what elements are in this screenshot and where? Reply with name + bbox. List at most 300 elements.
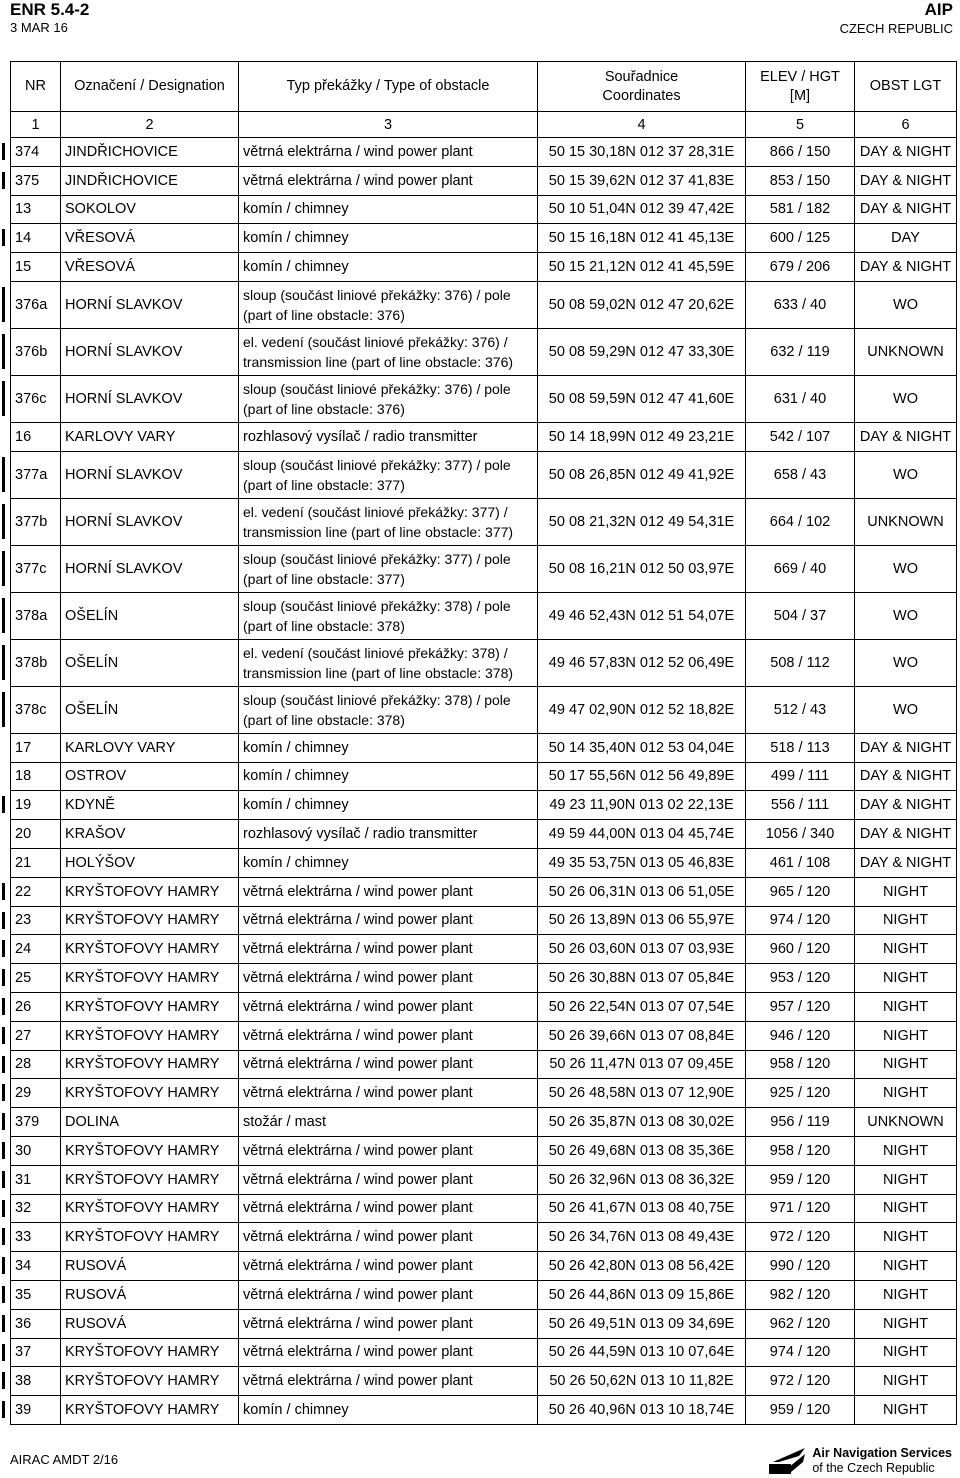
obstacle-designation: KRYŠTOFOVY HAMRY [61, 1079, 239, 1108]
amendment-bar [2, 883, 5, 900]
table-row [11, 375, 957, 422]
amendment-bar [2, 912, 5, 929]
obstacle-designation: KRYŠTOFOVY HAMRY [61, 964, 239, 993]
amendment-bar [2, 998, 5, 1015]
obstacle-lighting: DAY & NIGHT [855, 762, 957, 791]
obstacle-number: 377b [11, 498, 61, 545]
obstacle-elev-hgt: 632 / 119 [746, 328, 855, 375]
column-number: 3 [239, 112, 538, 138]
obstacle-elev-hgt: 982 / 120 [746, 1280, 855, 1309]
obstacle-number: 23 [11, 906, 61, 935]
obstacle-coordinates: 50 26 11,47N 013 07 09,45E [538, 1050, 746, 1079]
table-row [11, 1396, 957, 1425]
table-row [11, 195, 957, 224]
obstacle-type: větrná elektrárna / wind power plant [239, 906, 538, 935]
obstacle-number: 378c [11, 686, 61, 733]
obstacle-lighting: WO [855, 545, 957, 592]
publisher-line-2: of the Czech Republic [812, 1461, 935, 1475]
column-header-type: Typ překážky / Type of obstacle [239, 62, 538, 112]
amendment-bar [2, 172, 5, 189]
obstacle-type: sloup (součást liniové překážky: 378) / pole (part of line obstacle: 378) [239, 592, 538, 639]
obstacle-lighting: DAY & NIGHT [855, 422, 957, 451]
obstacle-lighting: DAY [855, 224, 957, 253]
obstacle-type: větrná elektrárna / wind power plant [239, 1338, 538, 1367]
table-row [11, 498, 957, 545]
obstacle-designation: OŠELÍN [61, 639, 239, 686]
obstacles-table [10, 61, 957, 1425]
obstacle-designation: KRYŠTOFOVY HAMRY [61, 1338, 239, 1367]
obstacle-coordinates: 50 26 40,96N 013 10 18,74E [538, 1396, 746, 1425]
obstacle-lighting: DAY & NIGHT [855, 253, 957, 282]
publisher-name [812, 1446, 952, 1476]
obstacle-type: komín / chimney [239, 848, 538, 877]
obstacle-designation: HORNÍ SLAVKOV [61, 451, 239, 498]
obstacle-type: větrná elektrárna / wind power plant [239, 166, 538, 195]
table-row [11, 1309, 957, 1338]
obstacle-elev-hgt: 974 / 120 [746, 1338, 855, 1367]
obstacle-coordinates: 49 23 11,90N 013 02 22,13E [538, 791, 746, 820]
obstacle-number: 15 [11, 253, 61, 282]
obstacle-number: 18 [11, 762, 61, 791]
obstacle-lighting: NIGHT [855, 1165, 957, 1194]
obstacle-elev-hgt: 957 / 120 [746, 992, 855, 1021]
obstacle-lighting: NIGHT [855, 1021, 957, 1050]
obstacle-coordinates: 49 35 53,75N 013 05 46,83E [538, 848, 746, 877]
obstacle-elev-hgt: 658 / 43 [746, 451, 855, 498]
obstacle-coordinates: 50 26 41,67N 013 08 40,75E [538, 1194, 746, 1223]
obstacle-elev-hgt: 633 / 40 [746, 281, 855, 328]
obstacle-elev-hgt: 631 / 40 [746, 375, 855, 422]
table-row [11, 848, 957, 877]
obstacle-lighting: UNKNOWN [855, 328, 957, 375]
table-row [11, 545, 957, 592]
effective-date: 3 MAR 16 [10, 20, 68, 35]
table-row [11, 1079, 957, 1108]
table-row [11, 820, 957, 849]
obstacle-elev-hgt: 959 / 120 [746, 1165, 855, 1194]
obstacle-lighting: NIGHT [855, 906, 957, 935]
obstacle-number: 378a [11, 592, 61, 639]
obstacle-coordinates: 50 08 59,02N 012 47 20,62E [538, 281, 746, 328]
publisher-block [769, 1446, 952, 1476]
obstacle-elev-hgt: 542 / 107 [746, 422, 855, 451]
obstacle-designation: KRYŠTOFOVY HAMRY [61, 906, 239, 935]
table-row [11, 1223, 957, 1252]
page-header-left [10, 0, 89, 36]
obstacle-elev-hgt: 853 / 150 [746, 166, 855, 195]
amendment-bar [2, 1315, 5, 1332]
obstacle-type: el. vedení (součást liniové překážky: 377) / transmission line (part of line obstacle: 377) [239, 498, 538, 545]
obstacle-designation: KDYNĚ [61, 791, 239, 820]
publisher-line-1: Air Navigation Services [812, 1446, 952, 1460]
obstacle-designation: KRYŠTOFOVY HAMRY [61, 1136, 239, 1165]
obstacle-number: 31 [11, 1165, 61, 1194]
obstacle-number: 24 [11, 935, 61, 964]
obstacle-elev-hgt: 956 / 119 [746, 1108, 855, 1137]
obstacle-lighting: NIGHT [855, 1050, 957, 1079]
column-header-designation: Označení / Designation [61, 62, 239, 112]
obstacle-number: 374 [11, 138, 61, 167]
obstacle-number: 14 [11, 224, 61, 253]
obstacle-designation: OŠELÍN [61, 686, 239, 733]
obstacle-coordinates: 50 15 16,18N 012 41 45,13E [538, 224, 746, 253]
obstacle-type: větrná elektrárna / wind power plant [239, 1136, 538, 1165]
column-number: 2 [61, 112, 239, 138]
obstacle-designation: RUSOVÁ [61, 1309, 239, 1338]
obstacle-lighting: NIGHT [855, 1194, 957, 1223]
obstacle-type: komín / chimney [239, 195, 538, 224]
amendment-bar [2, 1056, 5, 1073]
obstacle-designation: HORNÍ SLAVKOV [61, 375, 239, 422]
table-row [11, 877, 957, 906]
obstacle-elev-hgt: 581 / 182 [746, 195, 855, 224]
amendment-bar [2, 143, 5, 160]
obstacle-number: 28 [11, 1050, 61, 1079]
obstacle-type: větrná elektrárna / wind power plant [239, 1223, 538, 1252]
table-row [11, 281, 957, 328]
obstacle-designation: VŘESOVÁ [61, 224, 239, 253]
obstacle-coordinates: 50 26 32,96N 013 08 36,32E [538, 1165, 746, 1194]
obstacle-coordinates: 50 15 39,62N 012 37 41,83E [538, 166, 746, 195]
obstacle-elev-hgt: 990 / 120 [746, 1252, 855, 1281]
obstacle-lighting: NIGHT [855, 1396, 957, 1425]
obstacle-elev-hgt: 974 / 120 [746, 906, 855, 935]
obstacle-number: 21 [11, 848, 61, 877]
obstacle-type: větrná elektrárna / wind power plant [239, 1165, 538, 1194]
obstacle-elev-hgt: 972 / 120 [746, 1367, 855, 1396]
page-number: ENR 5.4-2 [10, 0, 90, 19]
obstacle-elev-hgt: 965 / 120 [746, 877, 855, 906]
obstacle-type: sloup (součást liniové překážky: 378) / pole (part of line obstacle: 378) [239, 686, 538, 733]
amendment-bar [2, 1113, 5, 1130]
obstacle-number: 19 [11, 791, 61, 820]
obstacle-type: větrná elektrárna / wind power plant [239, 992, 538, 1021]
obstacle-lighting: WO [855, 639, 957, 686]
obstacle-coordinates: 50 26 50,62N 013 10 11,82E [538, 1367, 746, 1396]
obstacle-type: rozhlasový vysílač / radio transmitter [239, 820, 538, 849]
obstacle-coordinates: 50 26 42,80N 013 08 56,42E [538, 1252, 746, 1281]
obstacle-type: el. vedení (součást liniové překážky: 378) / transmission line (part of line obstacle: 378) [239, 639, 538, 686]
obstacle-type: rozhlasový vysílač / radio transmitter [239, 422, 538, 451]
obstacle-type: el. vedení (součást liniové překážky: 376) / transmission line (part of line obstacle: 376) [239, 328, 538, 375]
obstacle-number: 13 [11, 195, 61, 224]
obstacle-elev-hgt: 958 / 120 [746, 1050, 855, 1079]
obstacle-elev-hgt: 960 / 120 [746, 935, 855, 964]
obstacle-designation: RUSOVÁ [61, 1252, 239, 1281]
obstacle-coordinates: 50 26 34,76N 013 08 49,43E [538, 1223, 746, 1252]
obstacle-lighting: UNKNOWN [855, 1108, 957, 1137]
column-header-elev-hgt: ELEV / HGT [M] [746, 62, 855, 112]
obstacle-elev-hgt: 962 / 120 [746, 1309, 855, 1338]
obstacle-designation: HOLÝŠOV [61, 848, 239, 877]
obstacle-type: větrná elektrárna / wind power plant [239, 1252, 538, 1281]
obstacle-type: větrná elektrárna / wind power plant [239, 1050, 538, 1079]
obstacle-coordinates: 50 15 30,18N 012 37 28,31E [538, 138, 746, 167]
table-row [11, 592, 957, 639]
obstacle-type: sloup (součást liniové překážky: 377) / pole (part of line obstacle: 377) [239, 451, 538, 498]
obstacle-number: 375 [11, 166, 61, 195]
obstacle-type: sloup (součást liniové překážky: 377) / pole (part of line obstacle: 377) [239, 545, 538, 592]
column-header-obst-lgt: OBST LGT [855, 62, 957, 112]
amendment-bar [2, 334, 5, 369]
column-number-row [11, 112, 957, 138]
obstacle-type: komín / chimney [239, 253, 538, 282]
obstacle-number: 39 [11, 1396, 61, 1425]
table-row [11, 762, 957, 791]
obstacle-coordinates: 50 26 03,60N 013 07 03,93E [538, 935, 746, 964]
obstacle-elev-hgt: 959 / 120 [746, 1396, 855, 1425]
obstacle-designation: KRYŠTOFOVY HAMRY [61, 1367, 239, 1396]
table-row [11, 1165, 957, 1194]
obstacle-coordinates: 49 47 02,90N 012 52 18,82E [538, 686, 746, 733]
obstacle-lighting: WO [855, 592, 957, 639]
amendment-bar [2, 1142, 5, 1159]
obstacle-lighting: NIGHT [855, 877, 957, 906]
amendment-bar [2, 504, 5, 539]
obstacle-lighting: NIGHT [855, 1309, 957, 1338]
obstacle-elev-hgt: 499 / 111 [746, 762, 855, 791]
obstacle-coordinates: 50 26 49,51N 013 09 34,69E [538, 1309, 746, 1338]
obstacle-coordinates: 50 26 44,86N 013 09 15,86E [538, 1280, 746, 1309]
obstacle-lighting: NIGHT [855, 1223, 957, 1252]
obstacle-designation: RUSOVÁ [61, 1280, 239, 1309]
obstacle-type: větrná elektrárna / wind power plant [239, 1367, 538, 1396]
table-row [11, 422, 957, 451]
table-header-row [11, 62, 957, 112]
obstacle-lighting: DAY & NIGHT [855, 820, 957, 849]
obstacle-number: 30 [11, 1136, 61, 1165]
amendment-bar [2, 1401, 5, 1418]
obstacle-type: větrná elektrárna / wind power plant [239, 935, 538, 964]
table-row [11, 253, 957, 282]
obstacle-number: 20 [11, 820, 61, 849]
obstacle-lighting: NIGHT [855, 935, 957, 964]
obstacle-number: 35 [11, 1280, 61, 1309]
obstacle-designation: HORNÍ SLAVKOV [61, 498, 239, 545]
amendment-bar [2, 1084, 5, 1101]
ans-cr-logo-icon [769, 1448, 805, 1474]
obstacle-coordinates: 50 26 35,87N 013 08 30,02E [538, 1108, 746, 1137]
obstacle-type: větrná elektrárna / wind power plant [239, 1194, 538, 1223]
obstacle-lighting: DAY & NIGHT [855, 166, 957, 195]
obstacle-coordinates: 50 26 39,66N 013 07 08,84E [538, 1021, 746, 1050]
obstacle-elev-hgt: 512 / 43 [746, 686, 855, 733]
obstacle-lighting: WO [855, 375, 957, 422]
table-row [11, 935, 957, 964]
obstacle-designation: KRYŠTOFOVY HAMRY [61, 1396, 239, 1425]
obstacle-number: 32 [11, 1194, 61, 1223]
amendment-bar [2, 598, 5, 633]
obstacle-designation: KRYŠTOFOVY HAMRY [61, 935, 239, 964]
table-row [11, 733, 957, 762]
obstacle-number: 378b [11, 639, 61, 686]
amendment-bar [2, 645, 5, 680]
obstacle-type: komín / chimney [239, 791, 538, 820]
obstacle-lighting: DAY & NIGHT [855, 733, 957, 762]
column-number: 1 [11, 112, 61, 138]
obstacle-coordinates: 50 15 21,12N 012 41 45,59E [538, 253, 746, 282]
table-row [11, 224, 957, 253]
obstacle-coordinates: 50 10 51,04N 012 39 47,42E [538, 195, 746, 224]
obstacle-type: větrná elektrárna / wind power plant [239, 1280, 538, 1309]
amendment-bar [2, 1372, 5, 1389]
table-row [11, 639, 957, 686]
obstacle-number: 16 [11, 422, 61, 451]
obstacle-type: sloup (součást liniové překážky: 376) / pole (part of line obstacle: 376) [239, 281, 538, 328]
obstacle-coordinates: 50 26 22,54N 013 07 07,54E [538, 992, 746, 1021]
obstacle-coordinates: 50 26 30,88N 013 07 05,84E [538, 964, 746, 993]
table-row [11, 1280, 957, 1309]
obstacle-number: 34 [11, 1252, 61, 1281]
obstacle-designation: HORNÍ SLAVKOV [61, 545, 239, 592]
amendment-bar [2, 692, 5, 727]
obstacle-type: stožár / mast [239, 1108, 538, 1137]
obstacle-number: 38 [11, 1367, 61, 1396]
obstacle-number: 37 [11, 1338, 61, 1367]
obstacle-lighting: WO [855, 686, 957, 733]
obstacle-number: 27 [11, 1021, 61, 1050]
obstacle-number: 377a [11, 451, 61, 498]
table-row [11, 1136, 957, 1165]
obstacle-coordinates: 49 59 44,00N 013 04 45,74E [538, 820, 746, 849]
obstacle-type: větrná elektrárna / wind power plant [239, 1309, 538, 1338]
obstacle-number: 26 [11, 992, 61, 1021]
table-row [11, 1108, 957, 1137]
obstacle-lighting: NIGHT [855, 1079, 957, 1108]
column-header-coordinates: Souřadnice Coordinates [538, 62, 746, 112]
table-row [11, 906, 957, 935]
obstacle-coordinates: 50 14 35,40N 012 53 04,04E [538, 733, 746, 762]
amendment-bar [2, 287, 5, 322]
amendment-bar [2, 457, 5, 492]
publication-name: AIP [924, 0, 953, 19]
obstacle-designation: JINDŘICHOVICE [61, 166, 239, 195]
obstacle-designation: KRYŠTOFOVY HAMRY [61, 1021, 239, 1050]
obstacle-coordinates: 50 17 55,56N 012 56 49,89E [538, 762, 746, 791]
obstacle-type: větrná elektrárna / wind power plant [239, 964, 538, 993]
obstacle-coordinates: 50 08 26,85N 012 49 41,92E [538, 451, 746, 498]
obstacle-elev-hgt: 972 / 120 [746, 1223, 855, 1252]
obstacle-designation: OŠELÍN [61, 592, 239, 639]
amendment-bar [2, 1171, 5, 1188]
obstacle-elev-hgt: 556 / 111 [746, 791, 855, 820]
amendment-bar [2, 1200, 5, 1217]
obstacle-coordinates: 50 26 06,31N 013 06 51,05E [538, 877, 746, 906]
obstacle-lighting: DAY & NIGHT [855, 848, 957, 877]
obstacle-lighting: DAY & NIGHT [855, 791, 957, 820]
obstacle-lighting: NIGHT [855, 1252, 957, 1281]
obstacle-lighting: NIGHT [855, 1136, 957, 1165]
table-row [11, 791, 957, 820]
obstacle-elev-hgt: 1056 / 340 [746, 820, 855, 849]
obstacle-elev-hgt: 508 / 112 [746, 639, 855, 686]
table-row [11, 328, 957, 375]
table-row [11, 1252, 957, 1281]
amendment-bar [2, 229, 5, 246]
obstacle-designation: OSTROV [61, 762, 239, 791]
obstacles-table-body [11, 138, 957, 1425]
obstacle-number: 22 [11, 877, 61, 906]
obstacle-elev-hgt: 679 / 206 [746, 253, 855, 282]
amendment-bar [2, 1286, 5, 1303]
table-row [11, 166, 957, 195]
obstacle-coordinates: 49 46 52,43N 012 51 54,07E [538, 592, 746, 639]
column-number: 6 [855, 112, 957, 138]
obstacle-number: 379 [11, 1108, 61, 1137]
obstacle-type: komín / chimney [239, 733, 538, 762]
obstacle-coordinates: 50 26 13,89N 013 06 55,97E [538, 906, 746, 935]
table-row [11, 138, 957, 167]
obstacle-elev-hgt: 600 / 125 [746, 224, 855, 253]
obstacle-coordinates: 50 08 59,59N 012 47 41,60E [538, 375, 746, 422]
amendment-bar [2, 969, 5, 986]
obstacle-designation: KARLOVY VARY [61, 422, 239, 451]
table-row [11, 686, 957, 733]
obstacle-designation: KRYŠTOFOVY HAMRY [61, 1050, 239, 1079]
table-row [11, 451, 957, 498]
amendment-bar [2, 796, 5, 813]
obstacle-number: 33 [11, 1223, 61, 1252]
table-row [11, 1194, 957, 1223]
table-row [11, 1050, 957, 1079]
obstacle-type: komín / chimney [239, 224, 538, 253]
obstacle-lighting: NIGHT [855, 964, 957, 993]
amendment-bar [2, 551, 5, 586]
obstacle-lighting: NIGHT [855, 992, 957, 1021]
obstacle-number: 17 [11, 733, 61, 762]
obstacle-lighting: DAY & NIGHT [855, 195, 957, 224]
obstacle-type: větrná elektrárna / wind power plant [239, 877, 538, 906]
obstacle-number: 29 [11, 1079, 61, 1108]
page-header-right [840, 0, 953, 37]
obstacle-type: větrná elektrárna / wind power plant [239, 138, 538, 167]
obstacle-elev-hgt: 504 / 37 [746, 592, 855, 639]
obstacle-elev-hgt: 946 / 120 [746, 1021, 855, 1050]
obstacle-number: 36 [11, 1309, 61, 1338]
obstacle-type: sloup (součást liniové překážky: 376) / pole (part of line obstacle: 376) [239, 375, 538, 422]
obstacle-number: 377c [11, 545, 61, 592]
obstacle-coordinates: 50 26 49,68N 013 08 35,36E [538, 1136, 746, 1165]
obstacle-type: větrná elektrárna / wind power plant [239, 1021, 538, 1050]
obstacle-type: větrná elektrárna / wind power plant [239, 1079, 538, 1108]
obstacle-designation: KRYŠTOFOVY HAMRY [61, 992, 239, 1021]
obstacle-lighting: WO [855, 451, 957, 498]
obstacle-designation: KRYŠTOFOVY HAMRY [61, 1223, 239, 1252]
obstacle-designation: SOKOLOV [61, 195, 239, 224]
table-row [11, 992, 957, 1021]
obstacle-lighting: WO [855, 281, 957, 328]
obstacle-number: 25 [11, 964, 61, 993]
amendment-bar [2, 1344, 5, 1361]
obstacle-elev-hgt: 669 / 40 [746, 545, 855, 592]
obstacle-coordinates: 50 14 18,99N 012 49 23,21E [538, 422, 746, 451]
table-row [11, 1367, 957, 1396]
obstacle-elev-hgt: 925 / 120 [746, 1079, 855, 1108]
table-row [11, 1021, 957, 1050]
obstacle-designation: JINDŘICHOVICE [61, 138, 239, 167]
table-row [11, 1338, 957, 1367]
column-header-nr: NR [11, 62, 61, 112]
obstacle-coordinates: 50 08 21,32N 012 49 54,31E [538, 498, 746, 545]
obstacle-coordinates: 50 26 44,59N 013 10 07,64E [538, 1338, 746, 1367]
obstacle-designation: DOLINA [61, 1108, 239, 1137]
obstacle-elev-hgt: 664 / 102 [746, 498, 855, 545]
obstacle-coordinates: 50 26 48,58N 013 07 12,90E [538, 1079, 746, 1108]
obstacle-lighting: NIGHT [855, 1367, 957, 1396]
obstacle-designation: KRYŠTOFOVY HAMRY [61, 1194, 239, 1223]
obstacle-elev-hgt: 958 / 120 [746, 1136, 855, 1165]
obstacle-designation: KRYŠTOFOVY HAMRY [61, 1165, 239, 1194]
